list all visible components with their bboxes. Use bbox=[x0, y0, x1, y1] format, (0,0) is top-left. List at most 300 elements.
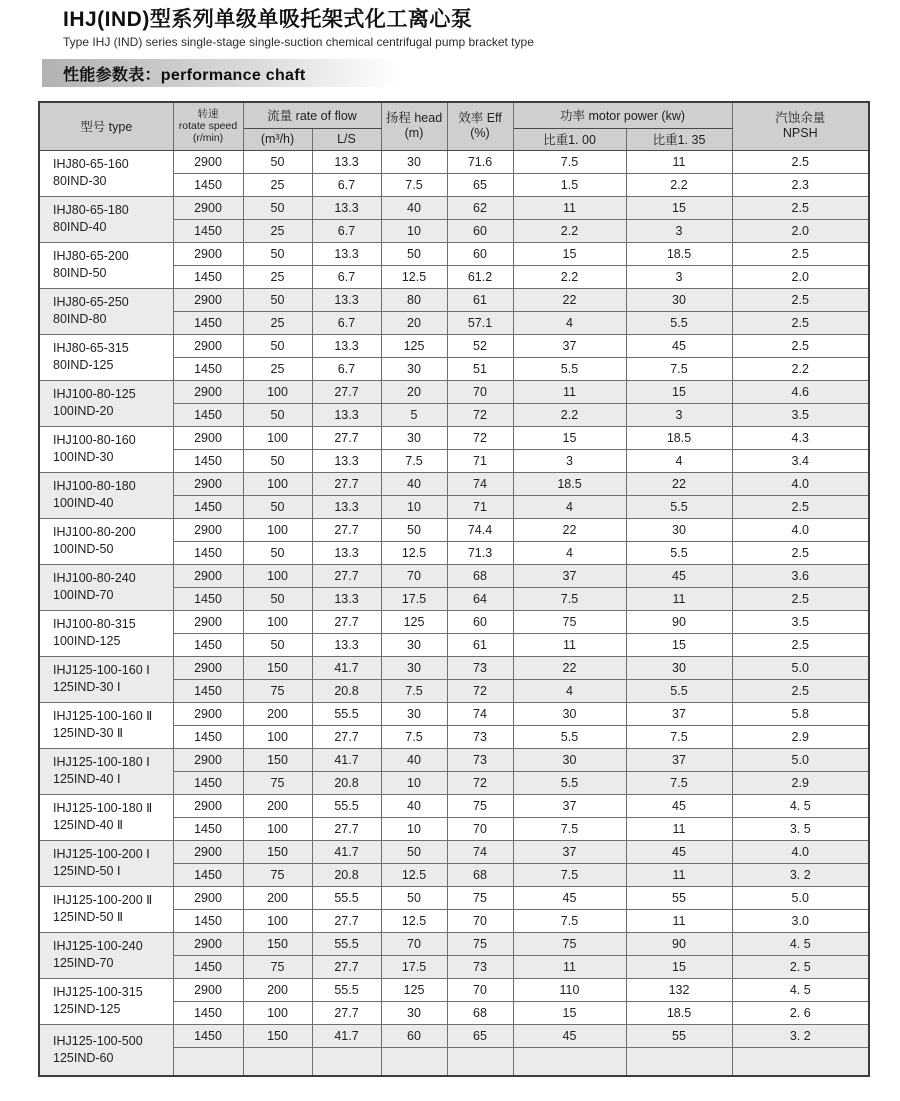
value-cell: 13.3 bbox=[312, 449, 381, 472]
value-cell: 2.5 bbox=[732, 541, 869, 564]
table-row bbox=[39, 518, 869, 541]
value-cell: 13.3 bbox=[312, 288, 381, 311]
value-cell: 100 bbox=[243, 725, 312, 748]
value-cell: 72 bbox=[447, 771, 513, 794]
value-cell: 27.7 bbox=[312, 426, 381, 449]
model-name-line2: 125IND-30 Ⅱ bbox=[53, 726, 124, 740]
table-row bbox=[39, 426, 869, 449]
value-cell: 150 bbox=[243, 1024, 312, 1047]
value-cell: 45 bbox=[626, 334, 732, 357]
value-cell: 15 bbox=[513, 1001, 626, 1024]
value-cell: 100 bbox=[243, 472, 312, 495]
table-row bbox=[39, 472, 869, 495]
model-name-line2: 125IND-40 Ⅱ bbox=[53, 818, 124, 832]
value-cell: 3.0 bbox=[732, 909, 869, 932]
value-cell bbox=[447, 1047, 513, 1076]
value-cell: 68 bbox=[447, 564, 513, 587]
value-cell: 70 bbox=[447, 978, 513, 1001]
value-cell: 3. 5 bbox=[732, 817, 869, 840]
value-cell: 1.5 bbox=[513, 173, 626, 196]
value-cell: 30 bbox=[381, 150, 447, 173]
value-cell: 22 bbox=[513, 518, 626, 541]
value-cell bbox=[513, 1047, 626, 1076]
value-cell: 50 bbox=[243, 495, 312, 518]
page-subtitle: Type IHJ (IND) series single-stage single-suction chemical centrifugal pump bracket type bbox=[63, 35, 534, 49]
value-cell: 65 bbox=[447, 173, 513, 196]
value-cell: 45 bbox=[626, 794, 732, 817]
head-header-label: 扬程 head bbox=[385, 111, 443, 126]
value-cell: 150 bbox=[243, 656, 312, 679]
value-cell: 61 bbox=[447, 633, 513, 656]
value-cell: 30 bbox=[513, 748, 626, 771]
value-cell: 74 bbox=[447, 472, 513, 495]
value-cell: 20.8 bbox=[312, 863, 381, 886]
value-cell: 13.3 bbox=[312, 495, 381, 518]
value-cell: 41.7 bbox=[312, 840, 381, 863]
value-cell: 50 bbox=[243, 242, 312, 265]
model-name-line1: IHJ80-65-180 bbox=[53, 203, 129, 217]
value-cell: 41.7 bbox=[312, 1024, 381, 1047]
value-cell: 60 bbox=[381, 1024, 447, 1047]
value-cell: 68 bbox=[447, 1001, 513, 1024]
model-name-line1: IHJ80-65-315 bbox=[53, 341, 129, 355]
value-cell: 150 bbox=[243, 932, 312, 955]
value-cell: 1450 bbox=[173, 311, 243, 334]
value-cell: 13.3 bbox=[312, 242, 381, 265]
value-cell: 5.5 bbox=[513, 771, 626, 794]
value-cell: 200 bbox=[243, 794, 312, 817]
model-name-line1: IHJ125-100-160 Ⅱ bbox=[53, 709, 153, 723]
value-cell: 27.7 bbox=[312, 817, 381, 840]
value-cell: 40 bbox=[381, 196, 447, 219]
model-name-line1: IHJ100-80-180 bbox=[53, 479, 136, 493]
value-cell: 13.3 bbox=[312, 196, 381, 219]
value-cell: 60 bbox=[447, 219, 513, 242]
value-cell: 20 bbox=[381, 380, 447, 403]
value-cell: 70 bbox=[381, 564, 447, 587]
model-cell bbox=[39, 288, 173, 334]
value-cell: 15 bbox=[626, 380, 732, 403]
value-cell: 2.2 bbox=[513, 403, 626, 426]
value-cell: 55.5 bbox=[312, 794, 381, 817]
value-cell: 7.5 bbox=[381, 679, 447, 702]
value-cell: 132 bbox=[626, 978, 732, 1001]
value-cell: 100 bbox=[243, 426, 312, 449]
value-cell: 60 bbox=[447, 610, 513, 633]
speed-header-unit: (r/min) bbox=[192, 132, 224, 145]
value-cell: 27.7 bbox=[312, 518, 381, 541]
model-name-line2: 125IND-125 bbox=[53, 1002, 121, 1016]
value-cell: 1450 bbox=[173, 541, 243, 564]
model-cell bbox=[39, 1024, 173, 1076]
model-name-line2: 100IND-40 bbox=[53, 496, 114, 510]
model-cell bbox=[39, 886, 173, 932]
value-cell: 5.8 bbox=[732, 702, 869, 725]
value-cell: 61.2 bbox=[447, 265, 513, 288]
value-cell: 5.0 bbox=[732, 886, 869, 909]
value-cell: 90 bbox=[626, 932, 732, 955]
npsh-header-en: NPSH bbox=[782, 126, 818, 141]
document-page bbox=[0, 7, 900, 1101]
value-cell: 75 bbox=[447, 886, 513, 909]
value-cell: 71.3 bbox=[447, 541, 513, 564]
model-name-line1: IHJ100-80-315 bbox=[53, 617, 136, 631]
value-cell: 2900 bbox=[173, 886, 243, 909]
model-name-line1: IHJ80-65-160 bbox=[53, 157, 129, 171]
value-cell: 18.5 bbox=[626, 426, 732, 449]
model-name-line2: 125IND-40 Ⅰ bbox=[53, 772, 121, 786]
value-cell: 45 bbox=[626, 564, 732, 587]
value-cell bbox=[173, 1047, 243, 1076]
value-cell: 1450 bbox=[173, 403, 243, 426]
value-cell: 74.4 bbox=[447, 518, 513, 541]
value-cell: 17.5 bbox=[381, 955, 447, 978]
value-cell: 80 bbox=[381, 288, 447, 311]
model-name-line1: IHJ100-80-125 bbox=[53, 387, 136, 401]
model-name-line1: IHJ125-100-200 Ⅱ bbox=[53, 893, 153, 907]
value-cell: 55.5 bbox=[312, 702, 381, 725]
value-cell: 4.3 bbox=[732, 426, 869, 449]
value-cell: 5.5 bbox=[626, 495, 732, 518]
value-cell: 4 bbox=[513, 679, 626, 702]
value-cell: 7.5 bbox=[513, 150, 626, 173]
value-cell: 74 bbox=[447, 840, 513, 863]
value-cell: 27.7 bbox=[312, 909, 381, 932]
value-cell: 73 bbox=[447, 656, 513, 679]
value-cell: 6.7 bbox=[312, 265, 381, 288]
model-cell bbox=[39, 564, 173, 610]
model-cell bbox=[39, 242, 173, 288]
value-cell: 41.7 bbox=[312, 748, 381, 771]
value-cell: 20.8 bbox=[312, 679, 381, 702]
model-cell bbox=[39, 472, 173, 518]
value-cell: 20 bbox=[381, 311, 447, 334]
col-header-head bbox=[381, 102, 447, 150]
value-cell: 70 bbox=[447, 817, 513, 840]
value-cell: 37 bbox=[513, 794, 626, 817]
value-cell: 7.5 bbox=[626, 771, 732, 794]
value-cell: 4. 5 bbox=[732, 932, 869, 955]
model-cell bbox=[39, 610, 173, 656]
value-cell: 27.7 bbox=[312, 725, 381, 748]
value-cell: 3. 2 bbox=[732, 1024, 869, 1047]
model-name-line1: IHJ125-100-315 bbox=[53, 985, 143, 999]
value-cell: 125 bbox=[381, 610, 447, 633]
value-cell: 10 bbox=[381, 219, 447, 242]
value-cell: 2900 bbox=[173, 242, 243, 265]
model-name-line2: 125IND-70 bbox=[53, 956, 114, 970]
value-cell: 7.5 bbox=[381, 449, 447, 472]
model-name-line1: IHJ125-100-500 bbox=[53, 1033, 143, 1048]
value-cell: 27.7 bbox=[312, 955, 381, 978]
value-cell: 4. 5 bbox=[732, 794, 869, 817]
model-name-line1: IHJ100-80-160 bbox=[53, 433, 136, 447]
value-cell: 1450 bbox=[173, 1001, 243, 1024]
value-cell: 2.5 bbox=[732, 196, 869, 219]
col-header-type: 型号 type bbox=[39, 102, 173, 150]
value-cell: 3 bbox=[513, 449, 626, 472]
model-cell bbox=[39, 518, 173, 564]
section-label: 性能参数表：performance chaft bbox=[63, 66, 306, 84]
value-cell: 13.3 bbox=[312, 587, 381, 610]
value-cell: 2.2 bbox=[626, 173, 732, 196]
value-cell: 5.5 bbox=[513, 357, 626, 380]
value-cell: 2900 bbox=[173, 426, 243, 449]
value-cell: 100 bbox=[243, 909, 312, 932]
value-cell: 41.7 bbox=[312, 656, 381, 679]
value-cell: 1450 bbox=[173, 495, 243, 518]
value-cell: 15 bbox=[626, 633, 732, 656]
value-cell: 1450 bbox=[173, 219, 243, 242]
value-cell: 25 bbox=[243, 173, 312, 196]
table-row bbox=[39, 702, 869, 725]
value-cell: 3 bbox=[626, 219, 732, 242]
value-cell: 50 bbox=[243, 449, 312, 472]
value-cell: 37 bbox=[626, 702, 732, 725]
model-name-line2: 80IND-80 bbox=[53, 312, 107, 326]
model-name-line1: IHJ125-100-240 bbox=[53, 939, 143, 953]
table-row bbox=[39, 1024, 869, 1047]
value-cell: 50 bbox=[243, 334, 312, 357]
value-cell: 2.3 bbox=[732, 173, 869, 196]
value-cell: 4 bbox=[513, 311, 626, 334]
value-cell: 100 bbox=[243, 817, 312, 840]
model-name-line2: 100IND-30 bbox=[53, 450, 114, 464]
value-cell: 30 bbox=[381, 656, 447, 679]
value-cell: 1450 bbox=[173, 817, 243, 840]
value-cell: 4.0 bbox=[732, 472, 869, 495]
value-cell: 2.5 bbox=[732, 587, 869, 610]
table-row bbox=[39, 656, 869, 679]
value-cell: 62 bbox=[447, 196, 513, 219]
value-cell: 3.6 bbox=[732, 564, 869, 587]
value-cell: 12.5 bbox=[381, 863, 447, 886]
value-cell: 37 bbox=[513, 564, 626, 587]
value-cell: 7.5 bbox=[513, 587, 626, 610]
value-cell: 70 bbox=[447, 909, 513, 932]
model-name-line2: 100IND-20 bbox=[53, 404, 114, 418]
value-cell: 55.5 bbox=[312, 978, 381, 1001]
model-name-line1: IHJ80-65-250 bbox=[53, 295, 129, 309]
model-name-line2: 125IND-60 bbox=[53, 1050, 114, 1065]
speed-header-cn: 转速 bbox=[197, 108, 219, 121]
value-cell: 10 bbox=[381, 495, 447, 518]
value-cell bbox=[312, 1047, 381, 1076]
value-cell: 40 bbox=[381, 794, 447, 817]
value-cell: 2.5 bbox=[732, 495, 869, 518]
value-cell: 75 bbox=[447, 794, 513, 817]
model-cell bbox=[39, 702, 173, 748]
value-cell: 50 bbox=[381, 886, 447, 909]
table-row bbox=[39, 288, 869, 311]
table-row bbox=[39, 840, 869, 863]
value-cell: 10 bbox=[381, 771, 447, 794]
value-cell: 3. 2 bbox=[732, 863, 869, 886]
table-row bbox=[39, 564, 869, 587]
section-header-bar bbox=[42, 59, 438, 87]
value-cell: 2900 bbox=[173, 702, 243, 725]
value-cell: 2.2 bbox=[732, 357, 869, 380]
value-cell: 2.0 bbox=[732, 219, 869, 242]
value-cell: 11 bbox=[626, 909, 732, 932]
value-cell: 11 bbox=[626, 587, 732, 610]
value-cell: 20.8 bbox=[312, 771, 381, 794]
value-cell: 13.3 bbox=[312, 150, 381, 173]
model-name-line2: 80IND-50 bbox=[53, 266, 107, 280]
table-row bbox=[39, 886, 869, 909]
value-cell: 2900 bbox=[173, 196, 243, 219]
value-cell: 1450 bbox=[173, 909, 243, 932]
value-cell: 5.5 bbox=[513, 725, 626, 748]
eff-header-unit: (%) bbox=[470, 126, 490, 141]
value-cell: 18.5 bbox=[513, 472, 626, 495]
col-header-npsh bbox=[732, 102, 869, 150]
value-cell: 30 bbox=[381, 357, 447, 380]
model-name-line2: 125IND-50 Ⅰ bbox=[53, 864, 121, 878]
value-cell: 4.0 bbox=[732, 518, 869, 541]
model-name-line1: IHJ125-100-180 Ⅱ bbox=[53, 801, 153, 815]
value-cell: 17.5 bbox=[381, 587, 447, 610]
value-cell: 2.0 bbox=[732, 265, 869, 288]
value-cell: 75 bbox=[243, 771, 312, 794]
table-row bbox=[39, 794, 869, 817]
value-cell: 1450 bbox=[173, 771, 243, 794]
value-cell: 50 bbox=[243, 633, 312, 656]
value-cell: 10 bbox=[381, 817, 447, 840]
model-cell bbox=[39, 932, 173, 978]
value-cell: 4 bbox=[513, 495, 626, 518]
value-cell: 55 bbox=[626, 886, 732, 909]
value-cell: 74 bbox=[447, 702, 513, 725]
value-cell: 100 bbox=[243, 380, 312, 403]
value-cell: 1450 bbox=[173, 587, 243, 610]
table-body bbox=[39, 150, 869, 1076]
value-cell: 150 bbox=[243, 840, 312, 863]
value-cell: 30 bbox=[381, 633, 447, 656]
value-cell: 25 bbox=[243, 311, 312, 334]
model-cell bbox=[39, 150, 173, 196]
value-cell: 13.3 bbox=[312, 334, 381, 357]
value-cell: 1450 bbox=[173, 449, 243, 472]
model-name-line2: 80IND-30 bbox=[53, 174, 107, 188]
value-cell: 200 bbox=[243, 886, 312, 909]
value-cell: 4.0 bbox=[732, 840, 869, 863]
value-cell: 100 bbox=[243, 518, 312, 541]
value-cell: 71 bbox=[447, 449, 513, 472]
value-cell: 2900 bbox=[173, 656, 243, 679]
value-cell: 12.5 bbox=[381, 909, 447, 932]
value-cell: 11 bbox=[513, 955, 626, 978]
value-cell: 40 bbox=[381, 748, 447, 771]
table-row bbox=[39, 748, 869, 771]
value-cell: 52 bbox=[447, 334, 513, 357]
value-cell: 3 bbox=[626, 403, 732, 426]
value-cell: 2.5 bbox=[732, 150, 869, 173]
value-cell: 2900 bbox=[173, 380, 243, 403]
value-cell: 50 bbox=[381, 518, 447, 541]
value-cell: 6.7 bbox=[312, 357, 381, 380]
value-cell: 11 bbox=[513, 633, 626, 656]
value-cell: 6.7 bbox=[312, 219, 381, 242]
value-cell: 50 bbox=[243, 150, 312, 173]
col-header-rotate-speed bbox=[173, 102, 243, 150]
model-cell bbox=[39, 334, 173, 380]
value-cell: 73 bbox=[447, 955, 513, 978]
value-cell: 4. 5 bbox=[732, 978, 869, 1001]
col-subheader-ls: L/S bbox=[312, 128, 381, 150]
value-cell: 25 bbox=[243, 219, 312, 242]
value-cell: 2900 bbox=[173, 518, 243, 541]
value-cell: 4 bbox=[626, 449, 732, 472]
model-name-line2: 125IND-30 Ⅰ bbox=[53, 680, 121, 694]
value-cell: 50 bbox=[381, 242, 447, 265]
title-block bbox=[63, 7, 900, 50]
value-cell: 37 bbox=[626, 748, 732, 771]
value-cell: 2. 6 bbox=[732, 1001, 869, 1024]
value-cell: 72 bbox=[447, 679, 513, 702]
table-row bbox=[39, 978, 869, 1001]
value-cell: 2.9 bbox=[732, 771, 869, 794]
value-cell: 2900 bbox=[173, 288, 243, 311]
value-cell: 73 bbox=[447, 725, 513, 748]
value-cell: 11 bbox=[513, 196, 626, 219]
value-cell: 15 bbox=[626, 196, 732, 219]
table-row bbox=[39, 932, 869, 955]
value-cell: 100 bbox=[243, 564, 312, 587]
value-cell: 125 bbox=[381, 334, 447, 357]
value-cell: 57.1 bbox=[447, 311, 513, 334]
speed-header-en: rotate speed bbox=[178, 120, 238, 133]
table-row bbox=[39, 196, 869, 219]
value-cell: 13.3 bbox=[312, 633, 381, 656]
col-subheader-m3h: (m³/h) bbox=[243, 128, 312, 150]
npsh-header-cn: 汽蚀余量 bbox=[775, 111, 826, 126]
value-cell: 60 bbox=[447, 242, 513, 265]
value-cell: 150 bbox=[243, 748, 312, 771]
value-cell: 7.5 bbox=[626, 357, 732, 380]
value-cell: 73 bbox=[447, 748, 513, 771]
value-cell bbox=[626, 1047, 732, 1076]
model-name-line1: IHJ100-80-200 bbox=[53, 525, 136, 539]
value-cell: 55.5 bbox=[312, 932, 381, 955]
value-cell: 40 bbox=[381, 472, 447, 495]
value-cell: 45 bbox=[626, 840, 732, 863]
value-cell: 30 bbox=[626, 656, 732, 679]
value-cell: 15 bbox=[626, 955, 732, 978]
value-cell: 2900 bbox=[173, 748, 243, 771]
value-cell: 13.3 bbox=[312, 541, 381, 564]
value-cell: 2.5 bbox=[732, 311, 869, 334]
value-cell: 90 bbox=[626, 610, 732, 633]
value-cell: 2900 bbox=[173, 978, 243, 1001]
model-name-line1: IHJ80-65-200 bbox=[53, 249, 129, 263]
col-header-motor-power: 功率 motor power (kw) bbox=[513, 102, 732, 128]
value-cell: 2.5 bbox=[732, 242, 869, 265]
value-cell: 50 bbox=[243, 541, 312, 564]
model-name-line1: IHJ125-100-200 Ⅰ bbox=[53, 847, 150, 861]
value-cell: 5.5 bbox=[626, 679, 732, 702]
value-cell: 3.4 bbox=[732, 449, 869, 472]
model-cell bbox=[39, 794, 173, 840]
value-cell: 30 bbox=[381, 702, 447, 725]
value-cell: 18.5 bbox=[626, 242, 732, 265]
model-cell bbox=[39, 196, 173, 242]
value-cell: 13.3 bbox=[312, 403, 381, 426]
value-cell: 5.0 bbox=[732, 748, 869, 771]
value-cell: 50 bbox=[243, 288, 312, 311]
value-cell: 11 bbox=[513, 380, 626, 403]
performance-table bbox=[38, 101, 870, 1077]
